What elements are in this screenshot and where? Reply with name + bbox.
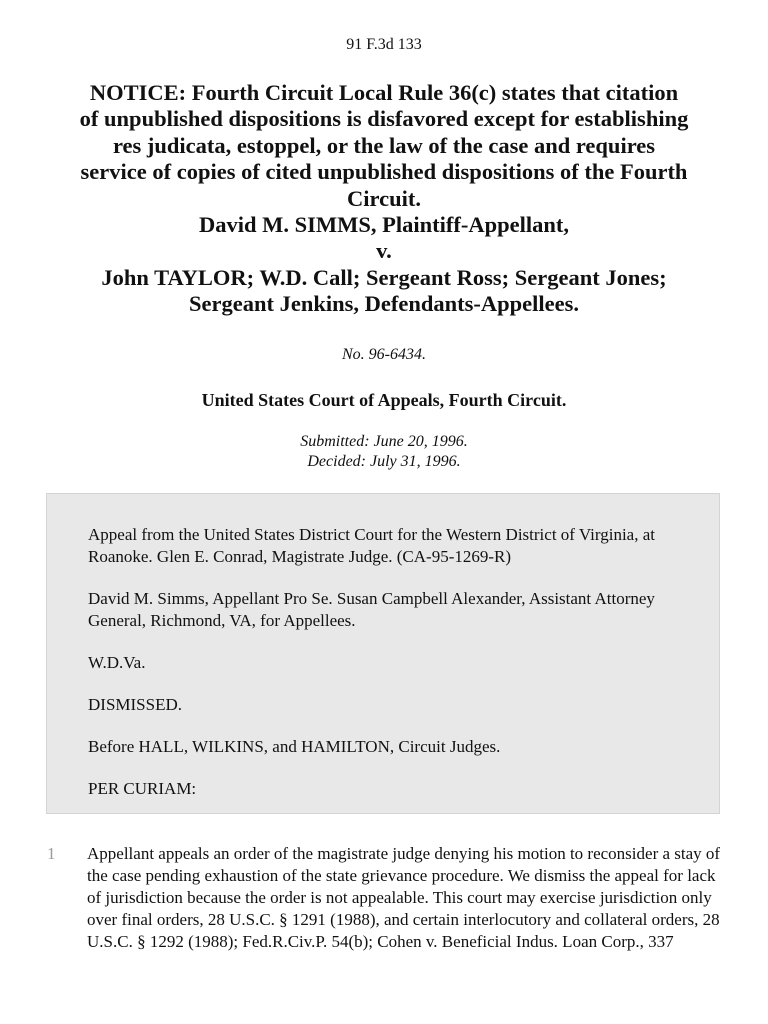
notice-line-2: of unpublished dispositions is disfavored except for establishing bbox=[79, 106, 689, 132]
paragraph-number: 1 bbox=[47, 844, 56, 863]
court-name: United States Court of Appeals, Fourth Circuit. bbox=[201, 390, 567, 410]
disposition-text: DISMISSED. bbox=[88, 695, 182, 714]
case-citation: 91 F.3d 133 bbox=[346, 36, 422, 53]
panel-text: Before HALL, WILKINS, and HAMILTON, Circuit Judges. bbox=[88, 737, 501, 756]
case-dates bbox=[0, 432, 768, 472]
paragraph-text: Appellant appeals an order of the magistrate judge denying his motion to reconsider a stay of the case pending exhaustion of the state grievance procedure. We dismiss the appeal for lack of jurisdiction because the order is not appealable. This court may exercise jurisdiction only over final orders, 28 U.S.C. § 1291 (1988), and certain interlocutory and collateral orders, 28 U.S.C. § 1292 (1988); Fed.R.Civ.P. 54(b); Cohen v. Beneficial Indus. Loan Corp., 337 bbox=[87, 844, 721, 951]
per-curiam-text: PER CURIAM: bbox=[88, 779, 197, 798]
submitted-date: Submitted: June 20, 1996. bbox=[300, 433, 468, 450]
notice-line-5: Circuit. bbox=[347, 185, 421, 211]
plaintiff-line: David M. SIMMS, Plaintiff-Appellant, bbox=[198, 212, 569, 238]
defendants-line-1: John TAYLOR; W.D. Call; Sergeant Ross; Sergeant Jones; bbox=[101, 264, 667, 290]
decided-date: Decided: July 31, 1996. bbox=[307, 453, 461, 470]
case-title-block bbox=[40, 80, 728, 318]
defendants-line-2: Sergeant Jenkins, Defendants-Appellees. bbox=[188, 291, 579, 317]
counsel-text: David M. Simms, Appellant Pro Se. Susan Campbell Alexander, Assistant Attorney General, Richmond, VA, for Appellees. bbox=[88, 589, 655, 630]
docket-number: No. 96-6434. bbox=[342, 346, 426, 363]
notice-line-3: res judicata, estoppel, or the law of the case and requires bbox=[112, 132, 656, 158]
appeal-from-text: Appeal from the United States District Court for the Western District of Virginia, at Roanoke. Glen E. Conrad, Magistrate Judge. (CA-95-1269-R) bbox=[88, 525, 655, 566]
lower-court-text: W.D.Va. bbox=[88, 653, 146, 672]
notice-line-1: NOTICE: Fourth Circuit Local Rule 36(c) states that citation bbox=[89, 80, 679, 105]
versus-line: v. bbox=[376, 238, 392, 264]
notice-line-4: service of copies of cited unpublished dispositions of the Fourth bbox=[80, 159, 688, 185]
case-header-box bbox=[46, 493, 720, 814]
